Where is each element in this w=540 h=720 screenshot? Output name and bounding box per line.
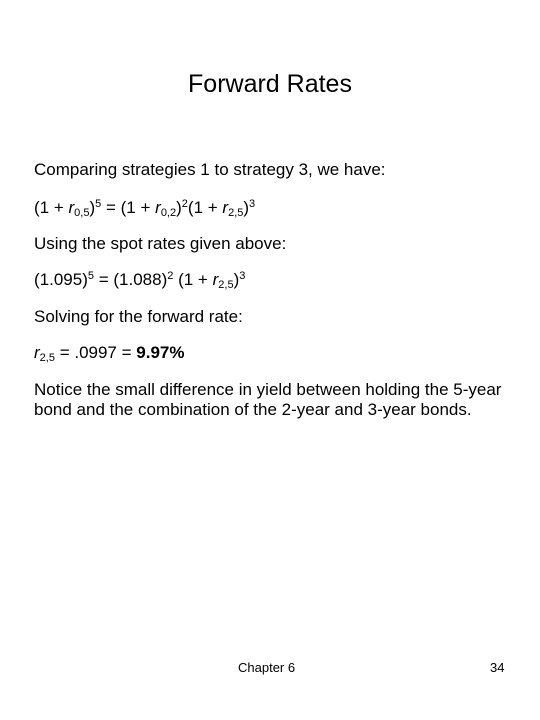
footer-chapter: Chapter 6 xyxy=(238,660,296,675)
eq1-exp-2: 2 xyxy=(181,198,188,210)
eq2-exp-3: 3 xyxy=(239,270,246,282)
equation-forward-rate xyxy=(34,343,504,363)
eq2-exp-1: 5 xyxy=(87,270,94,282)
eq2-part-3: (1 + xyxy=(173,270,213,289)
eq1-part-5: (1 + xyxy=(187,198,223,217)
solve-intro: Solving for the forward rate: xyxy=(34,307,243,326)
eq1-exp-1: 5 xyxy=(95,198,102,210)
eq1-var-1: r xyxy=(68,198,75,217)
eq2-part-4: ) xyxy=(233,270,240,289)
eq1-part-4: ) xyxy=(176,198,182,217)
notice-paragraph: Notice the small difference in yield between holding the 5-year bond and the combination of the 2-year and 3-year bonds. xyxy=(34,380,502,419)
forward-rate-result: 9.97% xyxy=(136,343,185,362)
eq3-sub-1: 2,5 xyxy=(39,352,55,364)
eq1-part-6: ) xyxy=(243,198,250,217)
eq1-var-2: r xyxy=(155,198,161,217)
eq2-sub-1: 2,5 xyxy=(218,279,234,291)
eq1-sub-2: 0,2 xyxy=(160,207,177,219)
eq1-sub-1: 0,5 xyxy=(74,207,90,219)
eq1-exp-3: 3 xyxy=(249,198,256,210)
equation-spot-rates xyxy=(34,270,504,290)
eq1-part-2: ) xyxy=(89,198,96,217)
eq1-part-1: (1 + xyxy=(34,198,69,217)
eq3-var-1: r xyxy=(34,343,40,362)
eq1-var-3: r xyxy=(222,198,229,217)
slide-title: Forward Rates xyxy=(188,70,352,98)
eq2-part-2: = (1.088) xyxy=(94,270,168,289)
equation-strategy-comparison xyxy=(34,198,504,218)
intro-text: Comparing strategies 1 to strategy 3, we have: xyxy=(34,160,386,179)
eq2-exp-2: 2 xyxy=(167,270,174,282)
eq2-var-1: r xyxy=(212,270,219,289)
spot-rates-intro: Using the spot rates given above: xyxy=(34,234,287,253)
footer-page-number: 34 xyxy=(490,660,505,675)
eq3-part-1: = .0997 = xyxy=(54,343,137,362)
eq1-part-3: = (1 + xyxy=(101,198,156,217)
eq2-part-1: (1.095) xyxy=(34,270,88,289)
eq1-sub-3: 2,5 xyxy=(228,207,244,219)
